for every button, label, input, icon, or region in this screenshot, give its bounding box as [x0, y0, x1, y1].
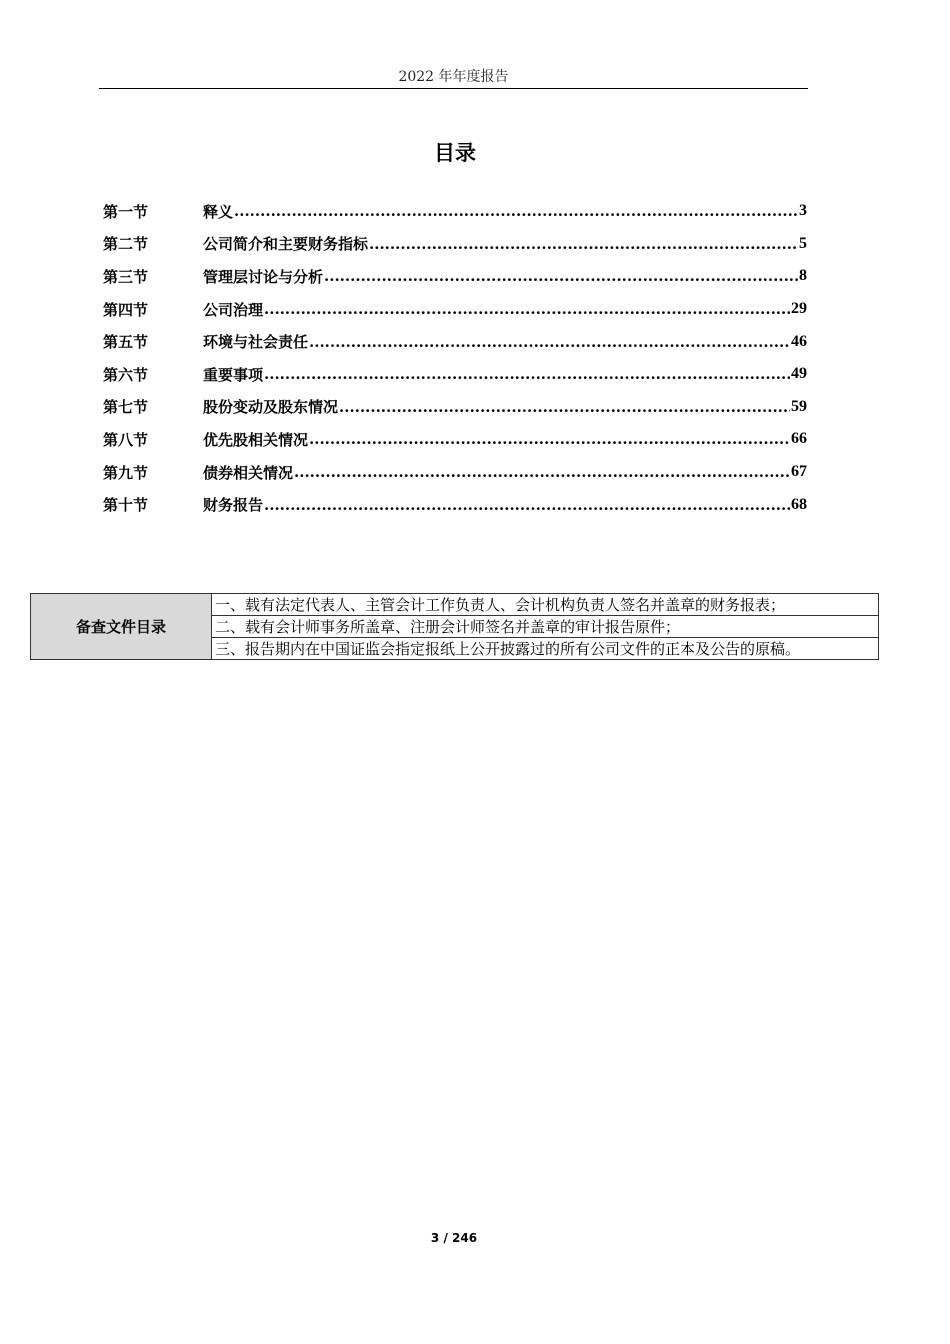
toc-section-title: 债券相关情况: [203, 463, 294, 482]
toc-section-title: 公司治理: [203, 300, 264, 319]
toc-page-number: 29: [791, 300, 807, 318]
toc-section-title: 管理层讨论与分析: [203, 267, 324, 286]
toc-section-title: 公司简介和主要财务指标: [203, 235, 369, 254]
toc-entry[interactable]: [103, 423, 807, 456]
page-title: 目录: [434, 141, 476, 165]
page-header: 2022 年年度报告: [398, 69, 509, 85]
toc-leader-dots: [309, 333, 790, 351]
toc-page-number: 3: [799, 202, 807, 220]
toc-section-title: 重要事项: [203, 365, 264, 384]
toc-leader-dots: [264, 496, 790, 514]
toc-section-title: 财务报告: [203, 496, 264, 515]
toc-section-title: 释义: [203, 202, 234, 221]
toc-leader-dots: [294, 463, 790, 481]
table-of-contents: [103, 195, 807, 521]
toc-section-number: 第八节: [103, 430, 149, 449]
header-divider: [99, 88, 808, 89]
toc-leader-dots: [339, 398, 790, 416]
toc-page-number: 68: [791, 495, 807, 513]
toc-leader-dots: [264, 300, 790, 318]
toc-entry[interactable]: [103, 391, 807, 424]
toc-leader-dots: [309, 430, 790, 448]
toc-entry[interactable]: [103, 293, 807, 326]
toc-entry[interactable]: [103, 488, 807, 521]
toc-page-number: 59: [791, 397, 807, 415]
toc-page-number: 8: [799, 267, 807, 285]
toc-entry[interactable]: [103, 195, 807, 228]
toc-page-number: 49: [791, 365, 807, 383]
toc-section-number: 第一节: [103, 202, 149, 221]
reference-document-item: 一、载有法定代表人、主管会计工作负责人、会计机构负责人签名并盖章的财务报表；: [212, 594, 879, 616]
page-number-footer: 3 / 246: [430, 1231, 478, 1245]
toc-section-number: 第四节: [103, 300, 149, 319]
reference-document-item: 三、报告期内在中国证监会指定报纸上公开披露过的所有公司文件的正本及公告的原稿。: [212, 638, 879, 660]
toc-section-number: 第二节: [103, 235, 149, 254]
toc-page-number: 46: [791, 332, 807, 350]
toc-section-title: 优先股相关情况: [203, 430, 309, 449]
reference-document-item: 二、载有会计师事务所盖章、注册会计师签名并盖章的审计报告原件；: [212, 616, 879, 638]
toc-section-number: 第七节: [103, 398, 149, 417]
toc-section-number: 第十节: [103, 496, 149, 515]
toc-section-title: 股份变动及股东情况: [203, 398, 339, 417]
toc-section-number: 第九节: [103, 463, 149, 482]
toc-entry[interactable]: [103, 325, 807, 358]
toc-page-number: 5: [799, 234, 807, 252]
toc-entry[interactable]: [103, 456, 807, 489]
reference-documents-label: 备查文件目录: [31, 594, 212, 660]
toc-leader-dots: [369, 235, 798, 253]
toc-leader-dots: [324, 267, 798, 285]
table-row: [31, 594, 879, 616]
toc-leader-dots: [234, 202, 798, 220]
toc-page-number: 66: [791, 430, 807, 448]
toc-section-number: 第三节: [103, 267, 149, 286]
reference-documents-table: [30, 593, 879, 660]
toc-page-number: 67: [791, 463, 807, 481]
toc-entry[interactable]: [103, 358, 807, 391]
toc-section-title: 环境与社会责任: [203, 333, 309, 352]
toc-entry[interactable]: [103, 260, 807, 293]
toc-section-number: 第五节: [103, 333, 149, 352]
toc-leader-dots: [264, 365, 790, 383]
toc-entry[interactable]: [103, 228, 807, 261]
toc-section-number: 第六节: [103, 365, 149, 384]
